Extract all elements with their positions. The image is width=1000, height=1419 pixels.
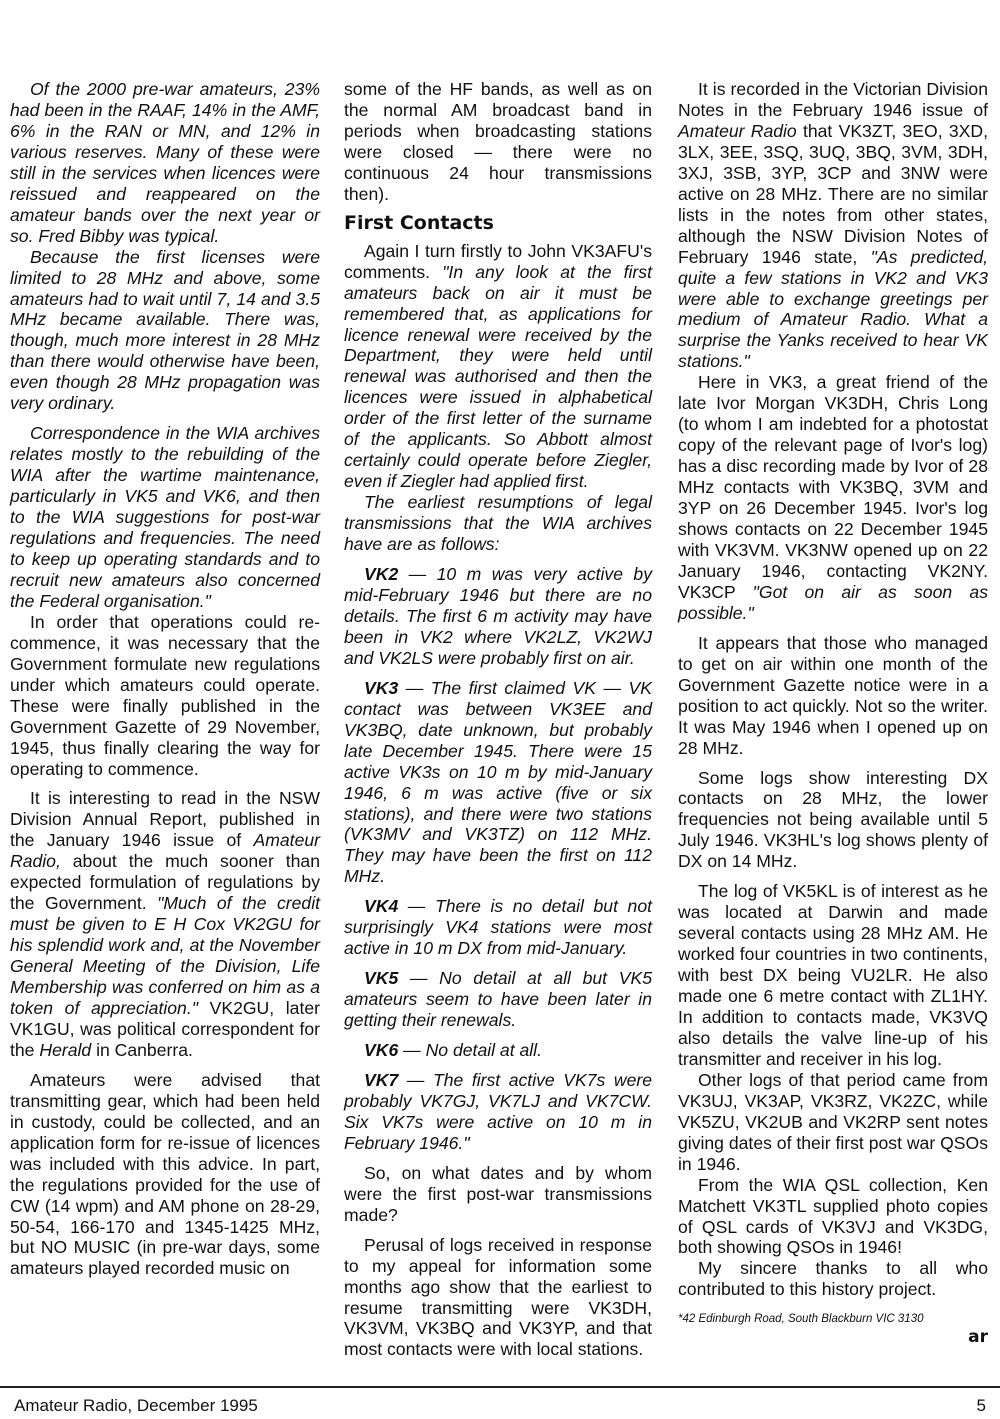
entry-vk7 <box>344 1070 652 1154</box>
paragraph: Perusal of logs received in response to my appeal for information some months ago show that the earliest to resume transmitting were VK3DH, VK3VM, VK3BQ and VK3YP, and that most contacts were with local stations. <box>344 1234 652 1360</box>
paragraph: The log of VK5KL is of interest as he was located at Darwin and made several contacts using 28 MHz AM. He worked four countries in two continents, with best DX being VU2LR. He also made one 6 metre contact with ZL1HY. In addition to contacts made, VK3VQ also details the valve line-up of his transmitter and receiver in his log. <box>678 881 988 1069</box>
publication-title: Amateur Radio, <box>10 830 320 872</box>
entry-vk6 <box>344 1040 652 1061</box>
paragraph <box>678 79 988 372</box>
text-run: that VK3ZT, 3EO, 3XD, 3LX, 3EE, 3SQ, 3UQ, 3BQ, 3VM, 3DH, 3XJ, 3SB, 3YP, 3CP and 3NW were active on 28 MHz. There are no similar lists in the notes from other states, although the NSW Division Notes of February 1946 state, <box>678 120 988 267</box>
entry-label: VK2 <box>364 564 399 585</box>
column-3 <box>678 79 988 1348</box>
text-run: Again I turn firstly to John VK3AFU's comments. <box>344 240 652 282</box>
entry-label: VK3 <box>364 677 399 698</box>
paragraph: So, on what dates and by whom were the first post-war transmissions made? <box>344 1162 652 1225</box>
entry-text: — No detail at all but VK5 amateurs seem to have been later in getting their renewals. <box>344 968 652 1031</box>
text-run: in Canberra. <box>91 1039 193 1060</box>
text-run: It is interesting to read in the NSW Division Annual Report, published in the January 1946 issue of <box>10 788 320 851</box>
entry-label: VK6 <box>364 1040 399 1061</box>
entry-label: VK7 <box>364 1069 399 1090</box>
paragraph: Amateurs were advised that transmitting gear, which had been held in custody, could be collected, and an application form for re-issue of licences was included with this advice. In part, the regulations provided for the use of CW (14 wpm) and AM phone on 28-29, 50-54, 166-170 and 1345-1425 MHz, but NO MUSIC (in pre-war days, some amateurs played recorded music on <box>10 1069 320 1279</box>
entry-text: — No detail at all. <box>398 1040 542 1061</box>
paragraph: some of the HF bands, as well as on the normal AM broadcast band in periods when broadcasting stations were closed — there were no continuous 24 hour transmissions then). <box>344 79 652 204</box>
paragraph <box>10 788 320 1060</box>
quote: "Got on air as soon as possible." <box>678 581 988 623</box>
entry-vk5 <box>344 968 652 1031</box>
entry-label: VK4 <box>364 896 399 917</box>
paragraph: Of the 2000 pre-war amateurs, 23% had been in the RAAF, 14% in the AMF, 6% in the RAN or MN, and 12% in various reserves. Many of these were still in the services when licences were reissued and reappeared on the amateur bands over the next year or so. Fred Bibby was typical. <box>10 79 320 246</box>
paragraph <box>344 241 652 492</box>
publication-title: Herald <box>39 1039 92 1060</box>
text-run: about the much sooner than expected formulation of regulations by the Government. <box>10 851 320 914</box>
text-run: VK2GU, later VK1GU, was political correspondent for the <box>10 997 320 1060</box>
entry-vk2 <box>344 564 652 669</box>
paragraph: Other logs of that period came from VK3UJ, VK3AP, VK3RZ, VK2ZC, while VK5ZU, VK2UB and VK2RP sent notes giving dates of their first post war QSOs in 1946. <box>678 1069 988 1174</box>
footer-publication: Amateur Radio, December 1995 <box>14 1396 258 1415</box>
paragraph <box>678 372 988 623</box>
quote: "In any look at the first amateurs back on air it must be remembered that, as applications for licence renewal were received by the Department, they were held until renewal was authorised and then the licences were issued in alphabetical order of the first letter of the surname of the applicants. So Abbott almost certainly could operate before Ziegler, even if Ziegler had applied first. <box>344 261 652 492</box>
page-number: 5 <box>976 1396 986 1415</box>
publication-title: Amateur Radio <box>678 120 797 141</box>
entry-text: — The first active VK7s were probably VK7GJ, VK7LJ and VK7CW. Six VK7s were active on 10 m in February 1946." <box>344 1069 652 1153</box>
text-run: It is recorded in the Victorian Division Notes in the February 1946 issue of <box>678 79 988 120</box>
quote: "As predicted, quite a few stations in VK2 and VK3 were able to exchange greetings per medium of Amateur Radio. What a surprise the Yanks received to hear VK stations." <box>678 246 988 372</box>
entry-vk4 <box>344 896 652 959</box>
paragraph: The earliest resumptions of legal transmissions that the WIA archives have are as follows: <box>344 492 652 555</box>
section-heading: First Contacts <box>344 211 494 234</box>
text-run: Here in VK3, a great friend of the late Ivor Morgan VK3DH, Chris Long (to whom I am indebted for a photostat copy of the relevant page of Ivor's log) has a disc recording made by Ivor of 28 MHz contacts with VK3BQ, 3VM and 3YP on 26 December 1945. Ivor's log shows contacts on 22 December 1945 with VK3VM. VK3NW opened up on 22 January 1946, contacting VK2NY. VK3CP <box>678 372 988 602</box>
entry-text: — 10 m was very active by mid-February 1946 but there are no details. The first 6 m activity may have been in VK2 where VK2LZ, VK2WJ and VK2LS were probably first on air. <box>344 564 652 668</box>
author-address: *42 Edinburgh Road, South Blackburn VIC 3130 <box>678 1313 924 1326</box>
paragraph: It appears that those who managed to get on air within one month of the Government Gazette notice were in a position to act quickly. Not so the writer. It was May 1946 when I opened up on 28 MHz. <box>678 632 988 758</box>
paragraph: Some logs show interesting DX contacts on 28 MHz, the lower frequencies not being available until 5 July 1946. VK3HL's log shows plenty of DX on 14 MHz. <box>678 767 988 872</box>
column-1 <box>10 79 320 1279</box>
end-mark: ar <box>968 1327 988 1348</box>
entry-vk3 <box>344 678 652 888</box>
paragraph: In order that operations could re-commence, it was necessary that the Government formulate new regulations under which amateurs could operate. These were finally published in the Government Gazette of 29 November, 1945, thus finally clearing the way for operating to commence. <box>10 611 320 779</box>
paragraph: Correspondence in the WIA archives relates mostly to the rebuilding of the WIA after the wartime maintenance, particularly in VK5 and VK6, and then to the WIA suggestions for post-war regulations and frequencies. The need to keep up operating standards and to recruit new amateurs also concerned the Federal organisation." <box>10 423 320 611</box>
paragraph: From the WIA QSL collection, Ken Matchett VK3TL supplied photo copies of QSL cards of VK3VJ and VK3DG, both showing QSOs in 1946! <box>678 1174 988 1258</box>
entry-text: — The first claimed VK — VK contact was between VK3EE and VK3BQ, date unknown, but probably late December 1945. There were 15 active VK3s on 10 m by mid-January 1946, 6 m was active (five or six stations), and there were two stations (VK3MV and VK3TZ) on 112 MHz. They may have been the first on 112 MHz. <box>344 677 652 887</box>
entry-label: VK5 <box>364 968 399 989</box>
entry-text: — There is no detail but not surprisingly VK4 stations were most active in 10 m DX from mid-January. <box>344 896 652 959</box>
paragraph: My sincere thanks to all who contributed to this history project. <box>678 1258 988 1300</box>
paragraph: Because the first licenses were limited to 28 MHz and above, some amateurs had to wait until 7, 14 and 3.5 MHz became available. There was, though, much more interest in 28 MHz than there would otherwise have been, even though 28 MHz propagation was very ordinary. <box>10 246 320 414</box>
column-2 <box>344 79 652 1360</box>
quote: "Much of the credit must be given to E H Cox VK2GU for his splendid work and, at the November General Meeting of the Division, Life Membership was conferred on him as a token of appreciation." <box>10 893 320 1018</box>
footer-rule <box>0 1386 1000 1388</box>
